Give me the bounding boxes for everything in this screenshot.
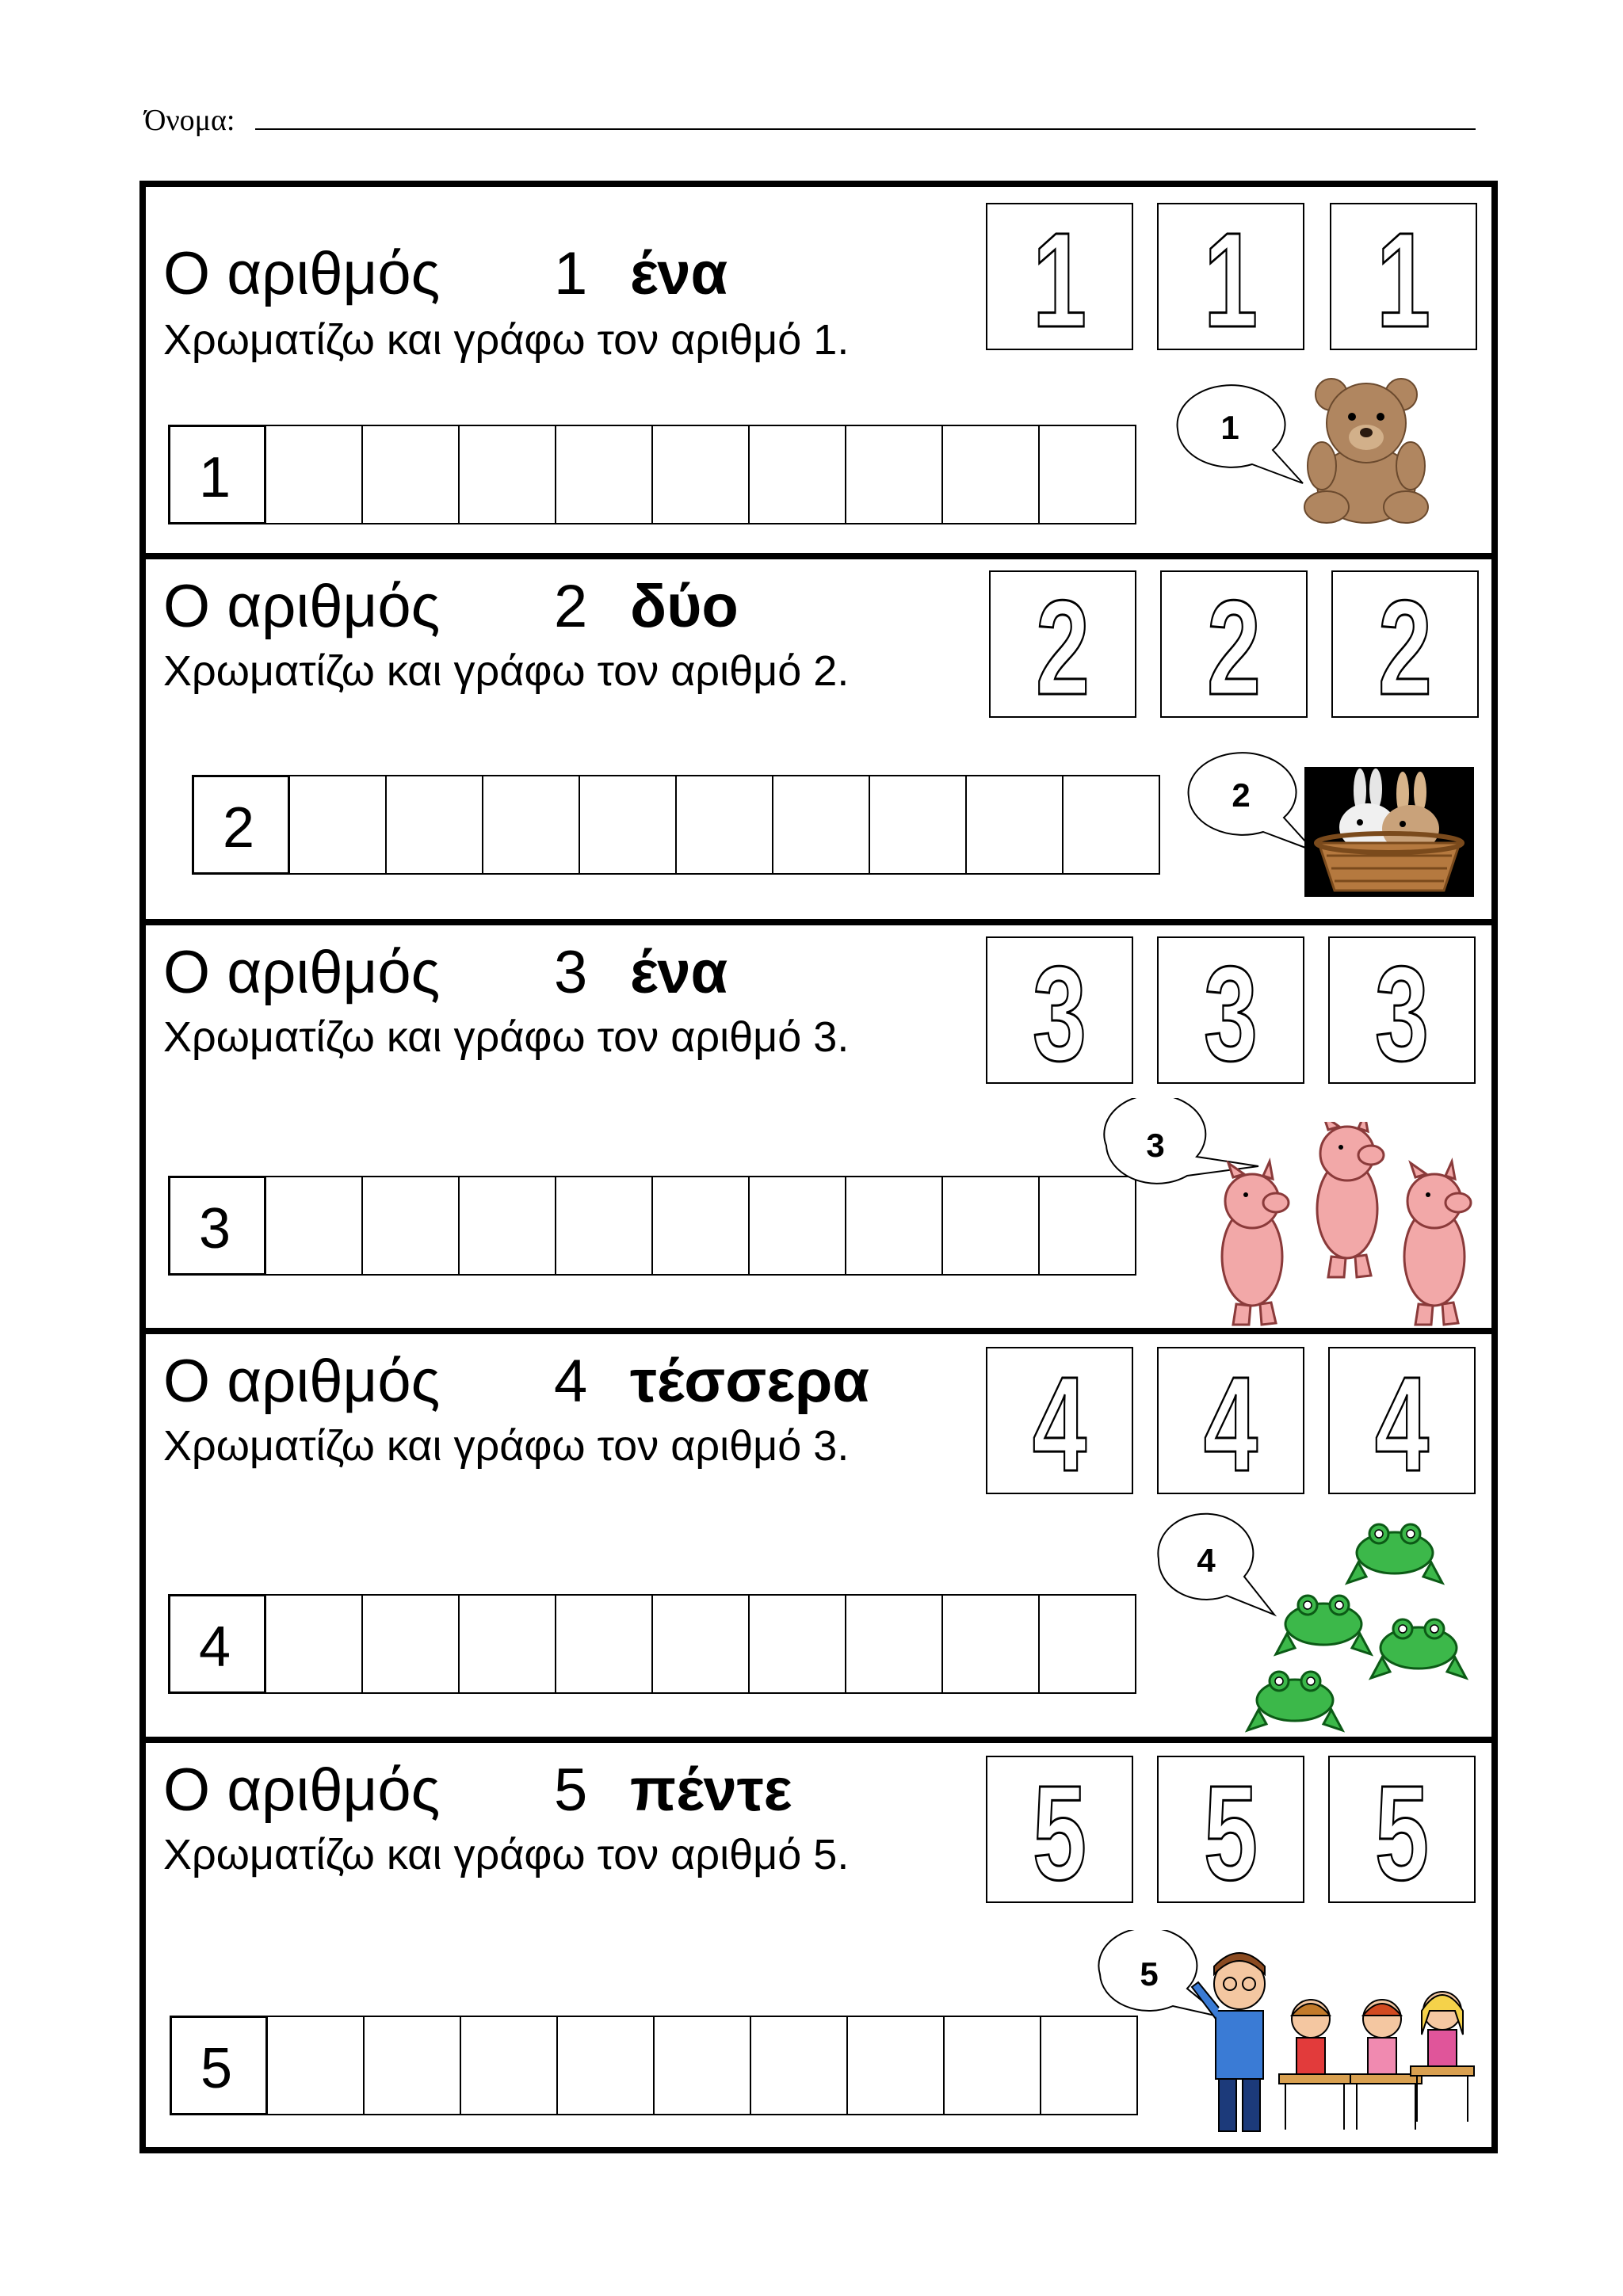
- outline-digit-box[interactable]: [1328, 1756, 1476, 1903]
- outline-digit-box[interactable]: [986, 936, 1133, 1084]
- outline-digit-glyph: 4: [1374, 1349, 1430, 1493]
- title-label: Ο αριθμός: [163, 1348, 441, 1415]
- title-word: ένα: [630, 240, 728, 307]
- outline-digit-box[interactable]: [1157, 203, 1304, 350]
- outline-digit-glyph: 5: [1032, 1758, 1087, 1901]
- sample-number-cell: 3: [168, 1176, 266, 1276]
- title-number: 1: [554, 240, 588, 307]
- section-title: [163, 939, 728, 1006]
- instruction-text: Χρωματίζω και γράφω τον αριθμό 2.: [163, 647, 850, 695]
- instruction-text: Χρωματίζω και γράφω τον αριθμό 3.: [163, 1013, 850, 1061]
- writing-cell[interactable]: [1062, 775, 1160, 875]
- writing-cell[interactable]: [846, 2016, 945, 2115]
- writing-cell[interactable]: [675, 775, 773, 875]
- title-label: Ο αριθμός: [163, 1756, 441, 1824]
- outline-digit-box[interactable]: [986, 1756, 1133, 1903]
- instruction-text: Χρωματίζω και γράφω τον αριθμό 5.: [163, 1831, 850, 1878]
- writing-cell[interactable]: [555, 1176, 653, 1276]
- two-rabbits-in-basket-picture: [1304, 767, 1474, 897]
- writing-cell[interactable]: [1038, 1594, 1136, 1694]
- title-label: Ο αριθμός: [163, 939, 441, 1006]
- outline-digit-box[interactable]: [1157, 1347, 1304, 1494]
- sample-number-cell: 2: [192, 775, 290, 875]
- title-word: δύο: [630, 573, 739, 640]
- section-number-5: [146, 1743, 1491, 2147]
- section-title: [163, 573, 739, 640]
- name-row: [144, 103, 1476, 143]
- writing-cell[interactable]: [458, 425, 556, 524]
- writing-row: [192, 775, 1160, 875]
- four-frogs-picture: [1244, 1521, 1474, 1735]
- outline-digit-box[interactable]: [1160, 570, 1308, 718]
- writing-cell[interactable]: [845, 425, 943, 524]
- outline-digit-glyph: 1: [1032, 205, 1087, 349]
- teddy-bear-picture: [1295, 366, 1438, 524]
- writing-row: [168, 1594, 1136, 1694]
- bubble-number: 5: [1140, 1955, 1159, 1993]
- writing-cell[interactable]: [845, 1176, 943, 1276]
- writing-cell[interactable]: [941, 1594, 1040, 1694]
- sample-number-cell: 5: [170, 2016, 268, 2115]
- writing-cell[interactable]: [482, 775, 580, 875]
- writing-cell[interactable]: [265, 1594, 363, 1694]
- outline-digit-glyph: 5: [1374, 1758, 1430, 1901]
- outline-digit-box[interactable]: [1157, 1756, 1304, 1903]
- section-title: [163, 1756, 792, 1824]
- sample-number-cell: 4: [168, 1594, 266, 1694]
- outline-digit-glyph: 4: [1032, 1349, 1087, 1493]
- instruction-text: Χρωματίζω και γράφω τον αριθμό 1.: [163, 316, 850, 364]
- outline-digit-box[interactable]: [1328, 1347, 1476, 1494]
- three-pigs-picture: [1197, 1122, 1474, 1326]
- title-word: πέντε: [630, 1756, 792, 1824]
- writing-cell[interactable]: [869, 775, 967, 875]
- title-number: 5: [554, 1756, 588, 1824]
- outline-digit-glyph: 3: [1374, 939, 1430, 1082]
- outline-digit-glyph: 3: [1203, 939, 1258, 1082]
- writing-cell[interactable]: [458, 1594, 556, 1694]
- outline-digit-glyph: 2: [1377, 573, 1433, 716]
- writing-cell[interactable]: [361, 1594, 460, 1694]
- bubble-number: 3: [1146, 1127, 1165, 1164]
- writing-cell[interactable]: [651, 425, 750, 524]
- name-label: Όνομα:: [144, 104, 235, 137]
- writing-cell[interactable]: [555, 1594, 653, 1694]
- outline-digit-box[interactable]: [986, 1347, 1133, 1494]
- writing-cell[interactable]: [265, 1176, 363, 1276]
- outline-digit-box[interactable]: [1328, 936, 1476, 1084]
- worksheet: [139, 181, 1498, 2153]
- writing-cell[interactable]: [748, 425, 846, 524]
- section-title: [163, 1348, 869, 1415]
- writing-row: [168, 425, 1136, 524]
- outline-digit-box[interactable]: [1331, 570, 1479, 718]
- outline-digit-glyph: 1: [1376, 205, 1431, 349]
- section-number-4: [146, 1334, 1491, 1743]
- writing-cell[interactable]: [361, 1176, 460, 1276]
- writing-cell[interactable]: [458, 1176, 556, 1276]
- title-number: 4: [554, 1348, 588, 1415]
- outline-digit-glyph: 1: [1203, 205, 1258, 349]
- title-label: Ο αριθμός: [163, 573, 441, 640]
- speech-bubble: [1170, 382, 1312, 493]
- writing-cell[interactable]: [651, 1176, 750, 1276]
- writing-cell[interactable]: [772, 775, 870, 875]
- writing-cell[interactable]: [653, 2016, 751, 2115]
- teacher-and-children-picture: [1184, 1939, 1477, 2139]
- section-number-2: [146, 559, 1491, 925]
- writing-cell[interactable]: [965, 775, 1064, 875]
- outline-digit-glyph: 4: [1203, 1349, 1258, 1493]
- writing-cell[interactable]: [579, 775, 677, 875]
- writing-cell[interactable]: [288, 775, 387, 875]
- bubble-number: 2: [1232, 776, 1251, 814]
- writing-cell[interactable]: [385, 775, 483, 875]
- writing-cell[interactable]: [265, 425, 363, 524]
- instruction-text: Χρωματίζω και γράφω τον αριθμό 3.: [163, 1422, 850, 1470]
- outline-digit-glyph: 3: [1032, 939, 1087, 1082]
- outline-digit-box[interactable]: [1330, 203, 1477, 350]
- bubble-number: 1: [1220, 409, 1239, 446]
- title-word: τέσσερα: [630, 1348, 869, 1415]
- section-number-3: [146, 925, 1491, 1334]
- writing-cell[interactable]: [943, 2016, 1041, 2115]
- writing-cell[interactable]: [460, 2016, 558, 2115]
- writing-row: [168, 1176, 1136, 1276]
- writing-cell[interactable]: [941, 1176, 1040, 1276]
- speech-bubble: [1181, 749, 1323, 860]
- writing-cell[interactable]: [363, 2016, 461, 2115]
- writing-cell[interactable]: [748, 1176, 846, 1276]
- writing-cell[interactable]: [750, 2016, 848, 2115]
- writing-cell[interactable]: [361, 425, 460, 524]
- outline-digit-glyph: 5: [1203, 1758, 1258, 1901]
- writing-cell[interactable]: [266, 2016, 365, 2115]
- writing-row: [170, 2016, 1138, 2115]
- title-word: ένα: [630, 939, 728, 1006]
- writing-cell[interactable]: [556, 2016, 655, 2115]
- writing-cell[interactable]: [1038, 425, 1136, 524]
- title-number: 2: [554, 573, 588, 640]
- outline-digit-glyph: 2: [1035, 573, 1090, 716]
- writing-cell[interactable]: [941, 425, 1040, 524]
- section-title: [163, 240, 728, 307]
- outline-digit-box[interactable]: [989, 570, 1136, 718]
- writing-cell[interactable]: [845, 1594, 943, 1694]
- section-number-1: [146, 187, 1491, 559]
- writing-cell[interactable]: [651, 1594, 750, 1694]
- outline-digit-glyph: 2: [1206, 573, 1262, 716]
- writing-cell[interactable]: [555, 425, 653, 524]
- outline-digit-box[interactable]: [1157, 936, 1304, 1084]
- sample-number-cell: 1: [168, 425, 266, 524]
- bubble-number: 4: [1197, 1542, 1216, 1579]
- title-label: Ο αριθμός: [163, 240, 441, 307]
- name-line[interactable]: [255, 128, 1476, 130]
- title-number: 3: [554, 939, 588, 1006]
- outline-digit-box[interactable]: [986, 203, 1133, 350]
- writing-cell[interactable]: [748, 1594, 846, 1694]
